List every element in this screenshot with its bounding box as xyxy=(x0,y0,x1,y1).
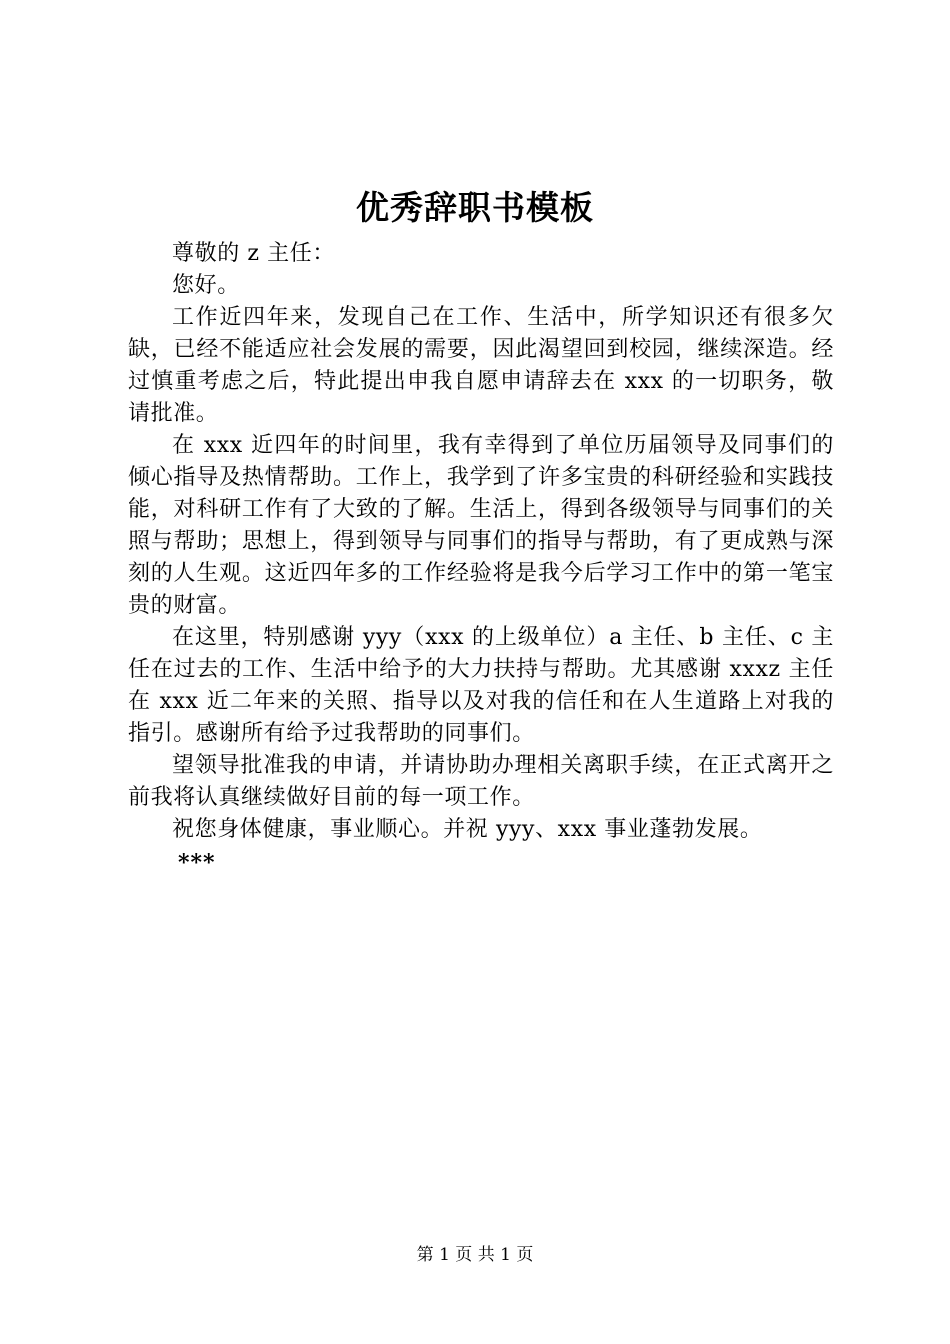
signature-placeholder: *** xyxy=(178,850,216,876)
paragraph-thanks: 在这里，特别感谢 yyy（xxx 的上级单位）a 主任、b 主任、c 主任在过去的工作、生活中给予的大力扶持与帮助。尤其感谢 xxxz 主任在 xxx 近二年来的关照、指导以及对我的信任和在人生道路上对我的指引。感谢所有给予过我帮助的同事们。 xyxy=(128,625,834,746)
paragraph-request: 望领导批准我的申请，并请协助办理相关离职手续，在正式离开之前我将认真继续做好目前的每一项工作。 xyxy=(128,753,834,810)
paragraph-wishes: 祝您身体健康，事业顺心。并祝 yyy、xxx 事业蓬勃发展。 xyxy=(172,817,763,842)
page-title: 优秀辞职书模板 xyxy=(356,188,594,227)
greeting: 您好。 xyxy=(172,273,240,298)
paragraph-reason: 工作近四年来，发现自己在工作、生活中，所学知识还有很多欠缺，已经不能适应社会发展的需要，因此渴望回到校园，继续深造。经过慎重考虑之后，特此提出申我自愿申请辞去在 xxx 的一切职务，敬请批准。 xyxy=(128,305,834,426)
salutation: 尊敬的 z 主任： xyxy=(172,241,335,266)
paragraph-gratitude: 在 xxx 近四年的时间里，我有幸得到了单位历届领导及同事们的倾心指导及热情帮助。工作上，我学到了许多宝贵的科研经验和实践技能，对科研工作有了大致的了解。生活上，得到各级领导与同事们的关照与帮助；思想上，得到领导与同事们的指导与帮助，有了更成熟与深刻的人生观。这近四年多的工作经验将是我今后学习工作中的第一笔宝贵的财富。 xyxy=(128,433,834,618)
letter-body xyxy=(128,238,834,846)
page-number: 第 1 页 共 1 页 xyxy=(416,1245,534,1265)
